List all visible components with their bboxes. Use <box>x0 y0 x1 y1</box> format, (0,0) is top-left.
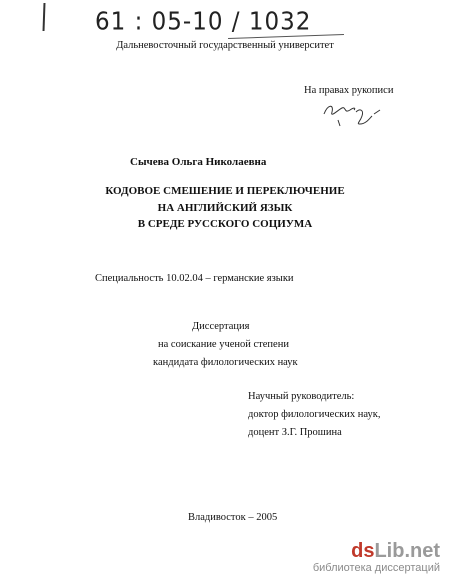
title-line: В СРЕДЕ РУССКОГО СОЦИУМА <box>137 218 313 230</box>
title-line: НА АНГЛИЙСКИЙ ЯЗЫК <box>157 201 293 214</box>
handwritten-vertical-line <box>43 3 46 31</box>
dissertation-title <box>0 183 450 233</box>
handwritten-code-text: 61 : 05-10 / 1032 <box>95 7 312 37</box>
watermark-brand <box>298 540 448 562</box>
supervisor-name: доцент З.Г. Прошина <box>248 427 342 438</box>
author-name: Сычева Ольга Николаевна <box>130 156 267 168</box>
watermark-brand-suffix: Lib.net <box>374 540 440 562</box>
title-line: КОДОВОЕ СМЕШЕНИЕ И ПЕРЕКЛЮЧЕНИЕ <box>105 185 345 197</box>
manuscript-rights: На правах рукописи <box>304 85 394 96</box>
supervisor-degree: доктор филологических наук, <box>248 409 381 420</box>
specialty: Специальность 10.02.04 – германские языки <box>95 273 294 284</box>
supervisor-label: Научный руководитель: <box>248 391 355 402</box>
dslib-watermark <box>298 540 448 575</box>
watermark-caption: библиотека диссертаций <box>312 562 440 574</box>
degree-name: кандидата филологических наук <box>153 357 298 368</box>
signature-icon <box>320 98 390 128</box>
university-name: Дальневосточный государственный университет <box>116 40 334 51</box>
dissertation-type: Диссертация <box>192 321 250 332</box>
degree-purpose: на соискание ученой степени <box>158 339 289 350</box>
watermark-brand-prefix: ds <box>351 540 375 562</box>
place-year: Владивосток – 2005 <box>188 512 278 523</box>
